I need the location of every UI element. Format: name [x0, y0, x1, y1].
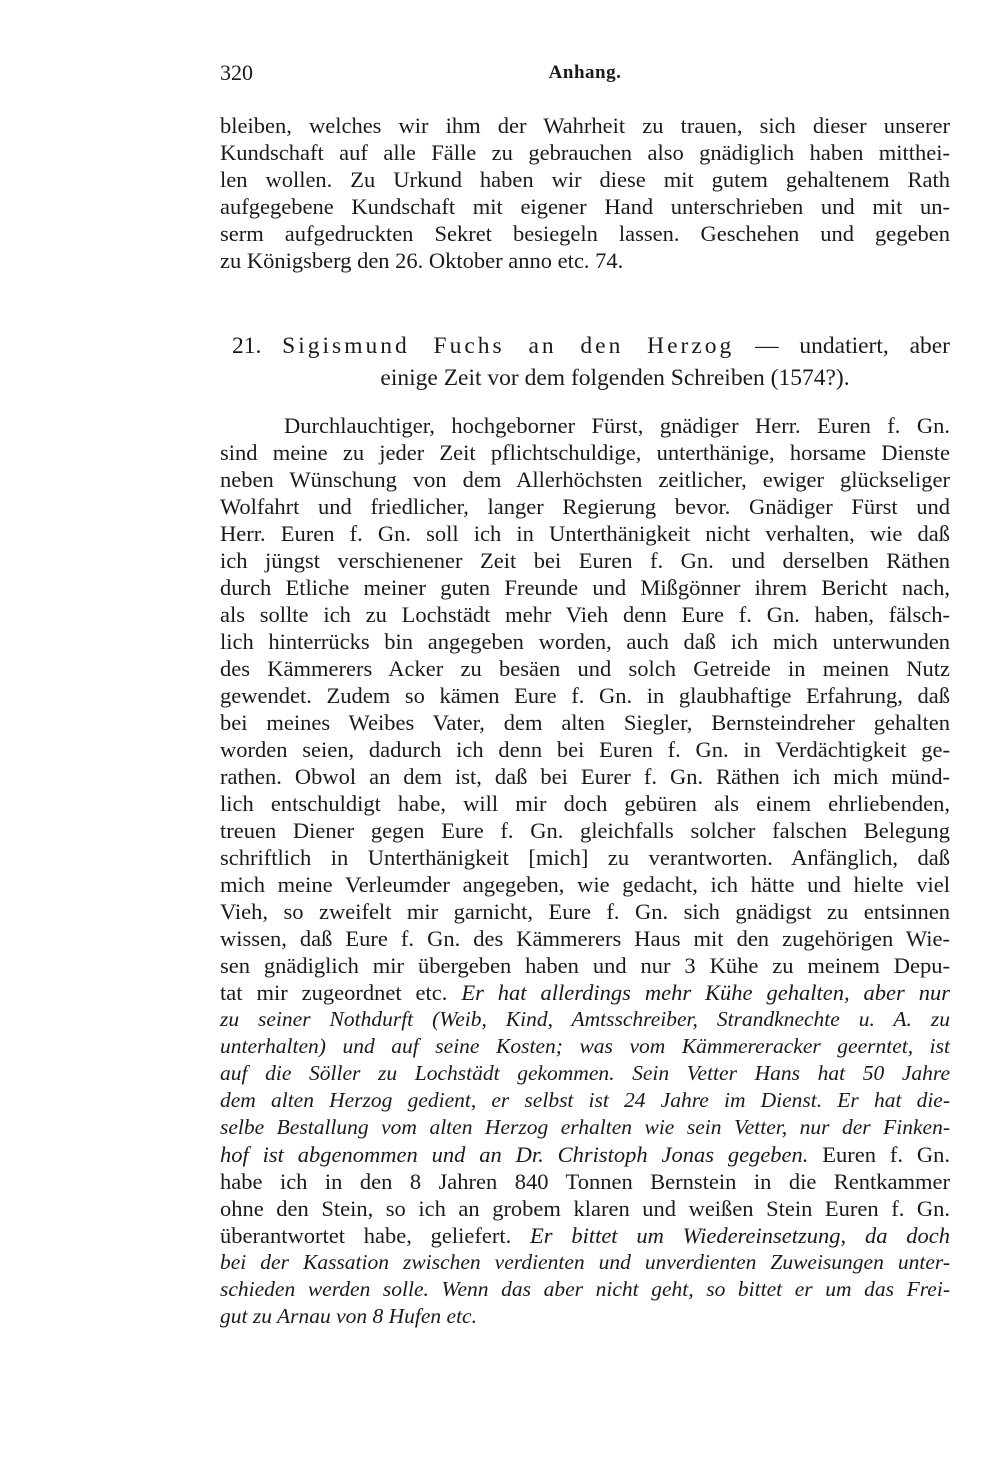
section-heading: [232, 331, 950, 361]
body-line: Wolfahrt und friedlicher, langer Regierung bevor. Gnädiger Fürst und: [220, 494, 950, 519]
section-title-spaced: Sigismund Fuchs an den Herzog: [282, 333, 735, 359]
body-line: durch Etliche meiner guten Freunde und Mißgönner ihrem Bericht nach,: [220, 575, 950, 600]
body-line: bei meines Weibes Vater, dem alten Siegler, Bernsteindreher gehalten: [220, 710, 950, 735]
body-line: sen gnädiglich mir übergeben haben und nur 3 Kühe zu meinem Depu-: [220, 953, 950, 978]
body-line: ich jüngst verschienener Zeit bei Euren f. Gn. und derselben Räthen: [220, 548, 950, 573]
italic-summary-line: selbe Bestallung vom alten Herzog erhalten wie sein Vetter, nur der Finken-: [220, 1115, 950, 1139]
body-line: lich hinterrücks bin angegeben worden, auch daß ich mich unterwunden: [220, 629, 950, 654]
continuation-line: serm aufgedruckten Sekret besiegeln lassen. Geschehen und gegeben: [220, 221, 950, 246]
section-number: 21.: [232, 333, 262, 359]
italic-summary-text: hof ist abgenommen und an Dr. Christoph Jonas gegeben.: [220, 1142, 809, 1167]
italic-summary-line: zu seiner Nothdurft (Weib, Kind, Amtsschreiber, Strandknechte u. A. zu: [220, 1007, 950, 1031]
italic-summary-line: gut zu Arnau von 8 Hufen etc.: [220, 1304, 477, 1328]
body-line: treuen Diener gegen Eure f. Gn. gleichfalls solcher falschen Belegung: [220, 818, 950, 843]
continuation-line: len wollen. Zu Urkund haben wir diese mit gutem gehaltenem Rath: [220, 167, 950, 192]
page-header: [220, 60, 950, 90]
body-line: Durchlauchtiger, hochgeborner Fürst, gnädiger Herr. Euren f. Gn.: [284, 413, 950, 438]
continuation-line: Kundschaft auf alle Fälle zu gebrauchen also gnädiglich haben mitthei-: [220, 140, 950, 165]
italic-summary-line: dem alten Herzog gedient, er selbst ist 24 Jahre im Dienst. Er hat die-: [220, 1088, 950, 1112]
body-line: gewendet. Zudem so kämen Eure f. Gn. in glaubhaftige Erfahrung, daß: [220, 683, 950, 708]
body-line: lich entschuldigt habe, will mir doch gebüren als einem ehrliebenden,: [220, 791, 950, 816]
italic-summary-text: Er bittet um Wiedereinsetzung, da doch: [530, 1223, 950, 1248]
continuation-line: bleiben, welches wir ihm der Wahrheit zu trauen, sich dieser unserer: [220, 113, 950, 138]
body-line-mixed: [220, 1141, 950, 1168]
body-line: des Kämmerers Acker zu besäen und solch Getreide in meinen Nutz: [220, 656, 950, 681]
body-line: als sollte ich zu Lochstädt mehr Vieh denn Eure f. Gn. haben, fälsch-: [220, 602, 950, 627]
body-line-mixed: [220, 979, 950, 1006]
body-line: ohne den Stein, so ich an grobem klaren und weißen Stein Euren f. Gn.: [220, 1196, 950, 1221]
body-line-mixed: [220, 1222, 950, 1249]
body-line: neben Wünschung von dem Allerhöchsten zeitlicher, ewiger glückseliger: [220, 467, 950, 492]
italic-summary-line: schieden werden solle. Wenn das aber nicht geht, so bittet er um das Frei-: [220, 1277, 950, 1301]
running-title: Anhang.: [548, 62, 622, 83]
roman-text: überantwortet habe, geliefert.: [220, 1223, 512, 1248]
section-heading-line-2: einige Zeit vor dem folgenden Schreiben (1574?).: [380, 365, 850, 391]
italic-summary-line: bei der Kassation zwischen verdienten und unverdienten Zuweisungen unter-: [220, 1250, 950, 1274]
page-number: 320: [220, 60, 253, 85]
body-line: habe ich in den 8 Jahren 840 Tonnen Bernstein in die Rentkammer: [220, 1169, 950, 1194]
body-line: wissen, daß Eure f. Gn. des Kämmerers Haus mit den zugehörigen Wie-: [220, 926, 950, 951]
roman-text: tat mir zugeordnet etc.: [220, 980, 448, 1005]
roman-text: Euren f. Gn.: [822, 1142, 951, 1167]
body-line: worden seien, dadurch ich denn bei Euren f. Gn. in Verdächtigkeit ge-: [220, 737, 950, 762]
italic-summary-line: unterhalten) und auf seine Kosten; was vom Kämmereracker geerntet, ist: [220, 1034, 950, 1058]
body-line: schriftlich in Unterthänigkeit [mich] zu verantworten. Anfänglich, daß: [220, 845, 950, 870]
italic-summary-text: Er hat allerdings mehr Kühe gehalten, aber nur: [461, 980, 950, 1005]
body-line: sind meine zu jeder Zeit pflichtschuldige, unterthänige, horsame Dienste: [220, 440, 950, 465]
body-line: mich meine Verleumder angegeben, wie gedacht, ich hätte und hielte viel: [220, 872, 950, 897]
body-line: rathen. Obwol an dem ist, daß bei Eurer f. Gn. Räthen ich mich münd-: [220, 764, 950, 789]
body-line: Vieh, so zweifelt mir garnicht, Eure f. Gn. sich gnädigst zu entsinnen: [220, 899, 950, 924]
section-title-rest: — undatiert, aber: [755, 333, 951, 359]
continuation-line: aufgegebene Kundschaft mit eigener Hand unterschrieben und mit un-: [220, 194, 950, 219]
body-line: Herr. Euren f. Gn. soll ich in Unterthänigkeit nicht verhalten, wie daß: [220, 521, 950, 546]
italic-summary-line: auf die Söller zu Lochstädt gekommen. Sein Vetter Hans hat 50 Jahre: [220, 1061, 950, 1085]
continuation-line: zu Königsberg den 26. Oktober anno etc. 74.: [220, 248, 624, 273]
